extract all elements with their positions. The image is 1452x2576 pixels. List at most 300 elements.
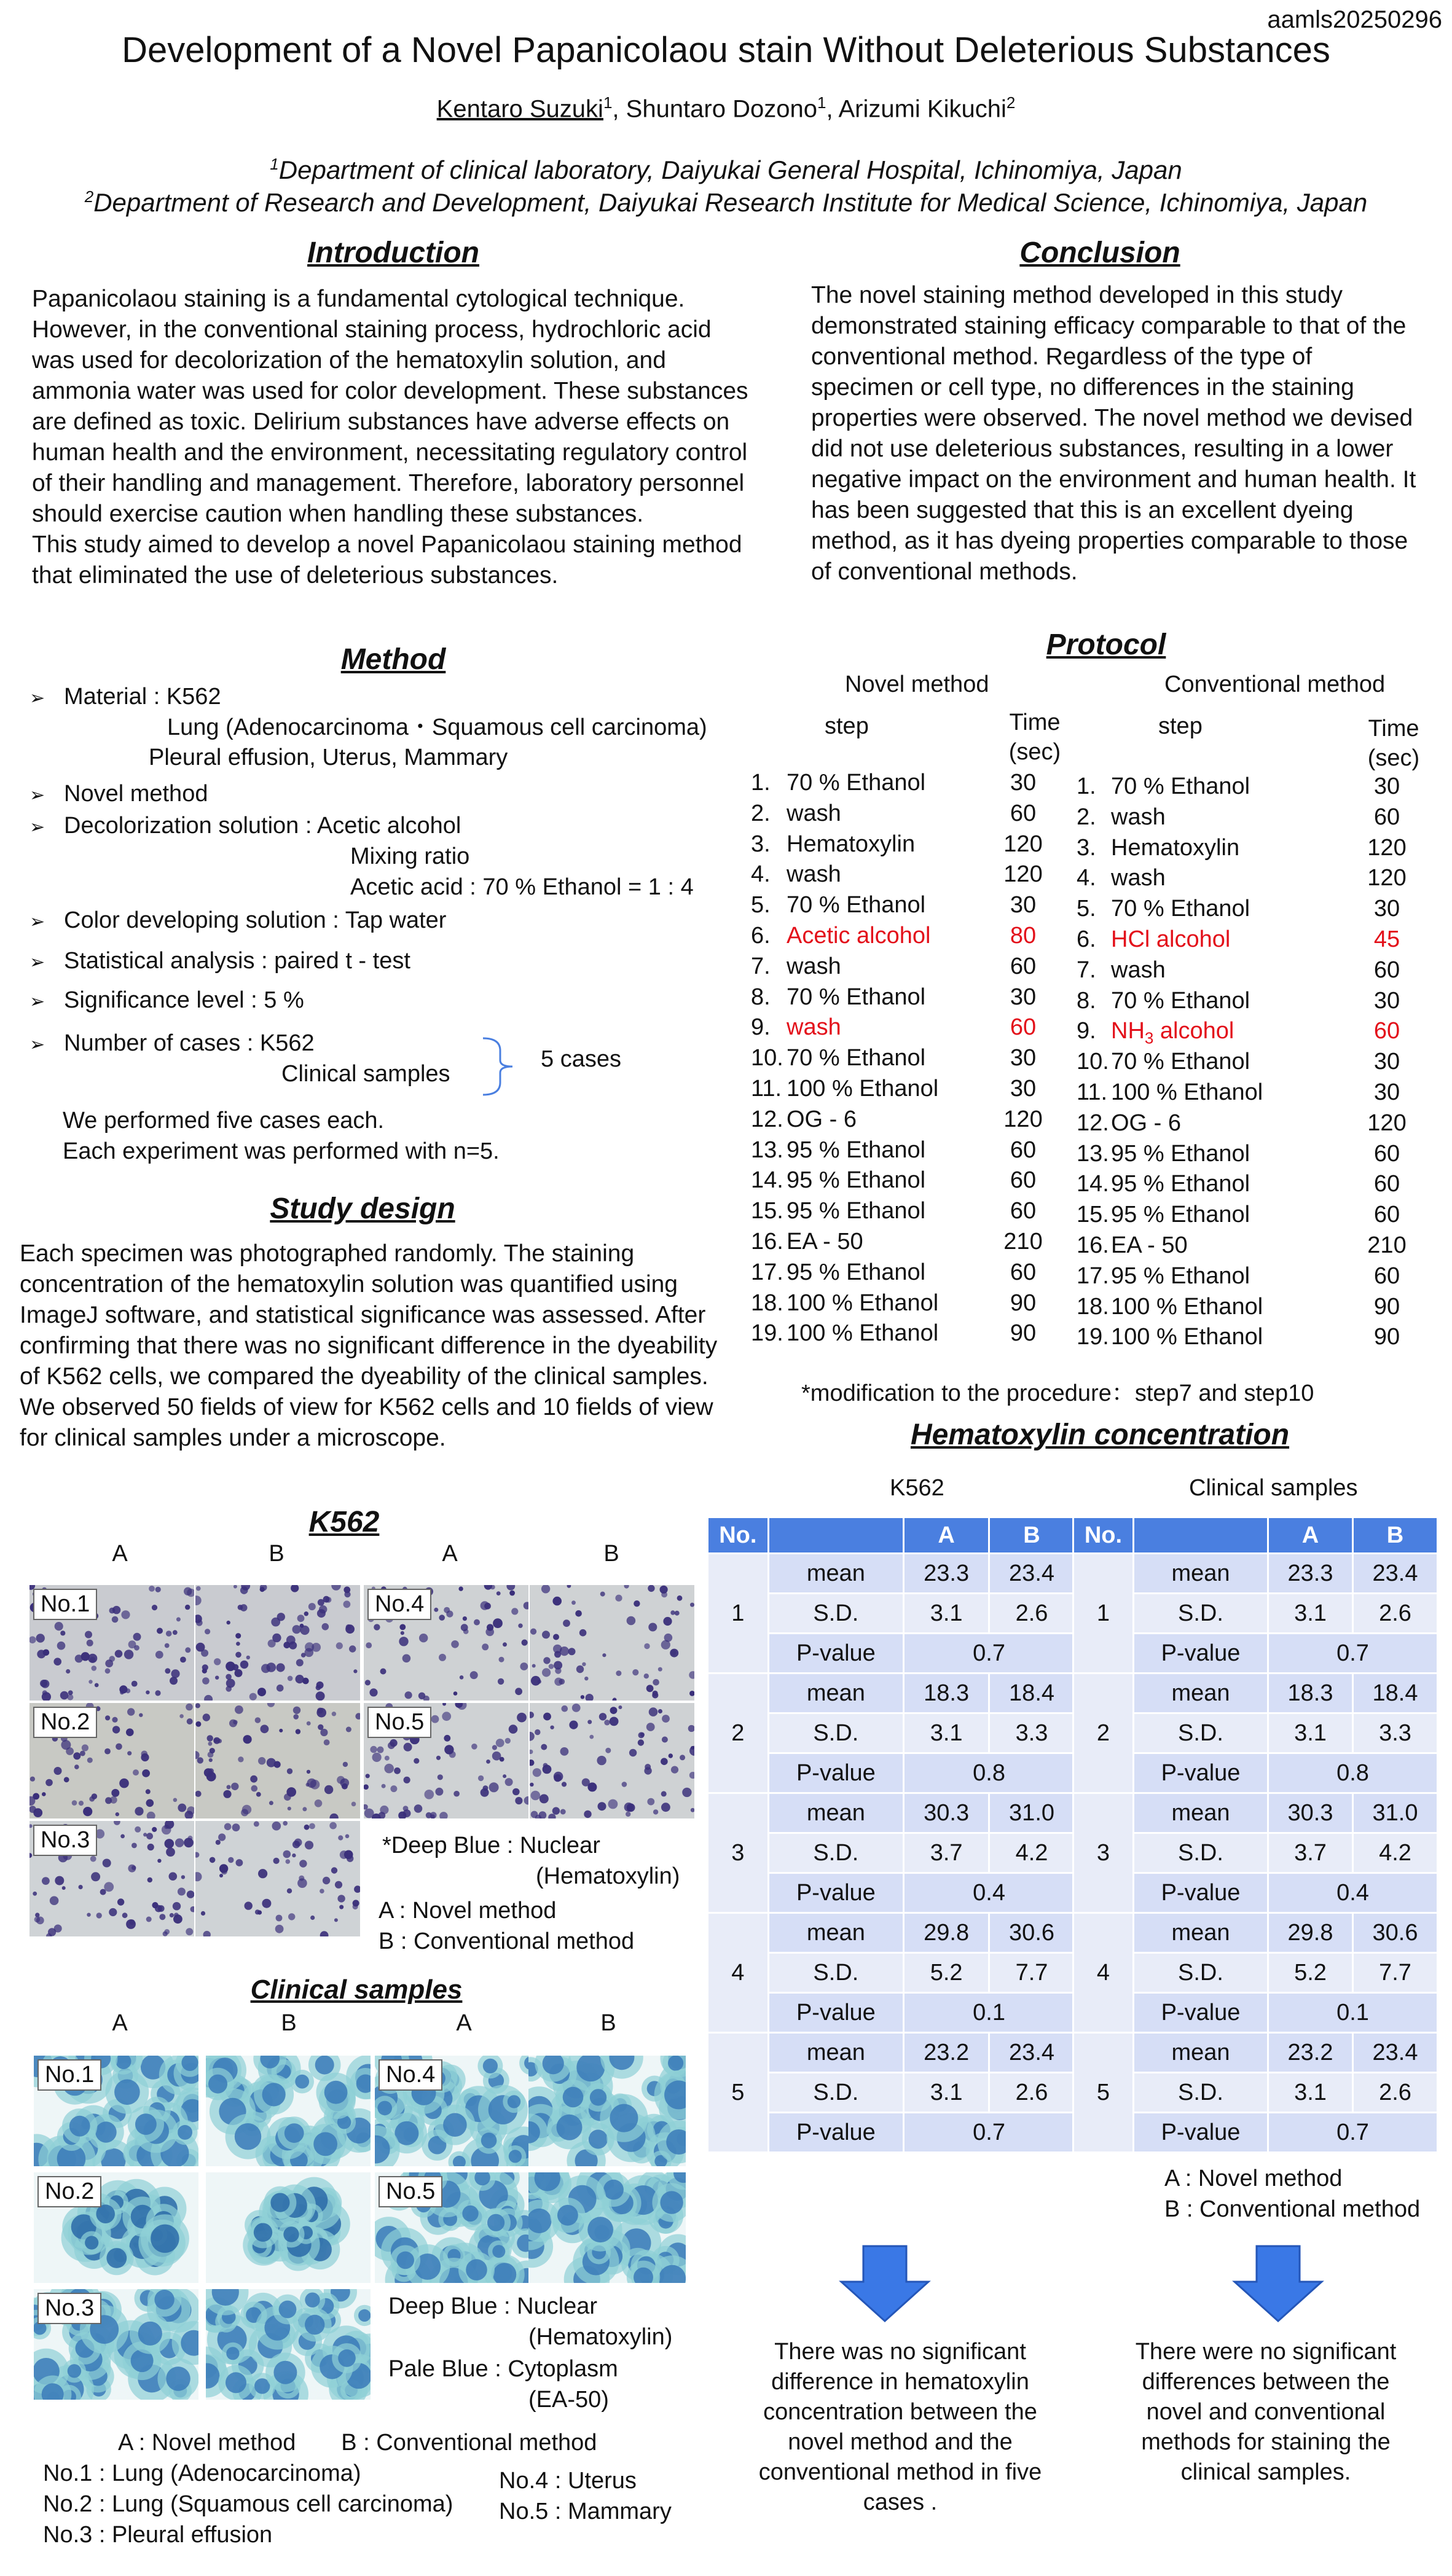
protocol-step-time: 30 xyxy=(1373,1049,1400,1075)
hem-row-label: P-value xyxy=(1133,1873,1268,1913)
protocol-conv-time-label: Time (sec) xyxy=(1367,716,1420,771)
hem-row-label: mean xyxy=(768,2033,904,2073)
method-clinical-samples: Clinical samples xyxy=(281,1061,450,1087)
introduction-text: Papanicolaou staining is a fundamental cytological technique. However, in the conventional staining process, hydrochloric acid was used for decolorization of the hematoxylin solution, and ammonia water was used for color development. These substances are defined as toxic. Delirium substances have adverse effects on human health and the environment, necessitating regulatory control of their handling and management. Therefore, laboratory personnel should exercise caution when handling these substances. xyxy=(32,286,748,527)
clinical-legend-ea50: (EA-50) xyxy=(528,2387,609,2413)
hematoxylin-clinical-title: Clinical samples xyxy=(1189,1475,1358,1501)
protocol-step-time: 210 xyxy=(1367,1232,1407,1258)
protocol-step-time: 120 xyxy=(1367,1110,1407,1136)
protocol-step-number: 15. xyxy=(1077,1202,1109,1228)
bullet-arrow-icon: ➢ xyxy=(29,817,45,837)
k562-heading: K562 xyxy=(308,1506,380,1538)
protocol-step-time: 80 xyxy=(1010,923,1037,949)
bullet-arrow-icon: ➢ xyxy=(29,785,45,805)
protocol-step-number: 1. xyxy=(751,770,771,796)
hem-row-label: mean xyxy=(1133,2033,1268,2073)
hematoxylin-clinical-table xyxy=(1072,1516,1438,2153)
clinical-legend-deep: Deep Blue : Nuclear xyxy=(388,2293,598,2319)
hematoxylin-legend-b: B : Conventional method xyxy=(1164,2196,1421,2222)
hem-mean-b: 31.0 xyxy=(989,1793,1075,1833)
protocol-step-name: Hematoxylin xyxy=(1111,834,1240,861)
hem-row-label: mean xyxy=(768,1554,904,1594)
protocol-step-name: wash xyxy=(1111,804,1166,830)
hem-case-number: 5 xyxy=(708,2033,769,2153)
method-statistics: ➢ Statistical analysis : paired t - test xyxy=(29,946,410,977)
protocol-step-time: 30 xyxy=(1010,984,1037,1010)
protocol-step-number: 16. xyxy=(1077,1232,1109,1258)
hem-row-label: mean xyxy=(768,1674,904,1713)
clinical-sample-4: No.4 : Uterus xyxy=(499,2468,637,2494)
hem-row-label: S.D. xyxy=(1133,1833,1268,1873)
k562-micrograph xyxy=(195,1821,360,1936)
hem-case-number: 5 xyxy=(1073,2033,1134,2153)
protocol-step-time: 30 xyxy=(1010,1076,1037,1102)
clinical-legend-methods: A : Novel method B : Conventional method xyxy=(118,2430,597,2456)
poster-title: Development of a Novel Papanicolaou stain Without Deleterious Substances xyxy=(122,30,1330,70)
protocol-step-name: Acetic alcohol xyxy=(787,923,931,949)
protocol-step-time: 60 xyxy=(1010,1198,1037,1224)
hem-header-a: A xyxy=(1268,1517,1353,1554)
study-design-text-2: We observed 50 fields of view for K562 cells and 10 fields of view for clinical samples under a microscope. xyxy=(20,1394,713,1451)
protocol-step-number: 11. xyxy=(1077,1079,1108,1105)
bullet-arrow-icon: ➢ xyxy=(29,688,45,708)
hem-case-number: 2 xyxy=(708,1674,769,1793)
clinical-col-b-2: B xyxy=(600,2010,616,2036)
k562-col-a-1: A xyxy=(112,1541,128,1567)
hem-sd-a: 3.1 xyxy=(1268,2073,1353,2113)
method-novel: ➢ Novel method xyxy=(29,779,208,810)
k562-micrograph xyxy=(195,1585,360,1701)
protocol-step-time: 120 xyxy=(1003,1106,1043,1132)
hem-row-label: P-value xyxy=(1133,1634,1268,1674)
author-list: Kentaro Suzuki$^1$, Shuntaro Dozono$^1$, Arizumi Kikuchi$^2$ xyxy=(436,93,1016,123)
protocol-step-name: 70 % Ethanol xyxy=(787,984,926,1010)
protocol-step-number: 12. xyxy=(1077,1110,1109,1136)
protocol-step-number: 2. xyxy=(1077,804,1096,830)
hem-sd-a: 5.2 xyxy=(1268,1953,1353,1993)
hem-row-label: P-value xyxy=(1133,1753,1268,1793)
protocol-step-name: wash xyxy=(787,800,841,826)
table-row xyxy=(1073,1674,1438,1713)
down-arrow-icon xyxy=(1232,2244,1324,2323)
table-row xyxy=(1073,2033,1438,2073)
clinical-col-a-1: A xyxy=(112,2010,128,2036)
protocol-heading: Protocol xyxy=(1046,628,1166,661)
finding-k562: There was no significant difference in hematoxylin concentration between the novel method and the conventional method in five cases . xyxy=(758,2339,1042,2515)
protocol-step-name: 95 % Ethanol xyxy=(1111,1202,1250,1228)
study-design-text: Each specimen was photographed randomly. The staining concentration of the hematoxylin solution was quantified using ImageJ software, and statistical significance was assessed. After confirming that there was no significant difference in the dyeability of K562 cells, we compared the dyeability of the clinical samples. xyxy=(20,1240,718,1390)
table-row xyxy=(708,1793,1075,1833)
protocol-step-time: 60 xyxy=(1010,1137,1037,1163)
k562-label-no1: No.1 xyxy=(33,1589,97,1620)
protocol-step-name: 100 % Ethanol xyxy=(787,1320,939,1347)
hem-sd-b: 7.7 xyxy=(989,1953,1075,1993)
protocol-step-name: EA - 50 xyxy=(787,1229,863,1255)
conclusion-section xyxy=(811,280,1419,587)
protocol-step-number: 16. xyxy=(751,1229,783,1255)
clinical-label-no1: No.1 xyxy=(37,2059,101,2091)
protocol-step-number: 5. xyxy=(1077,896,1096,922)
table-row xyxy=(708,1913,1075,1953)
hem-sd-b: 7.7 xyxy=(1353,1953,1438,1993)
hem-header-no: No. xyxy=(1073,1517,1134,1554)
protocol-step-name: $NH_3$ alcohol xyxy=(1111,1018,1234,1047)
protocol-step-number: 6. xyxy=(1077,926,1096,952)
protocol-step-name: 70 % Ethanol xyxy=(1111,896,1250,922)
method-ratio-value: Acetic acid : 70 % Ethanol = 1 : 4 xyxy=(350,874,694,900)
protocol-step-number: 13. xyxy=(751,1137,783,1163)
protocol-step-time: 90 xyxy=(1373,1324,1400,1350)
hem-p-value: 0.7 xyxy=(1268,2113,1438,2153)
protocol-step-name: Hematoxylin xyxy=(787,831,916,857)
hem-row-label: S.D. xyxy=(1133,1594,1268,1634)
hem-row-label: mean xyxy=(1133,1554,1268,1594)
clinical-micrograph xyxy=(528,2056,686,2166)
protocol-step-number: 8. xyxy=(1077,987,1096,1014)
hem-sd-b: 2.6 xyxy=(1353,2073,1438,2113)
author-2: Shuntaro Dozono xyxy=(626,95,817,123)
protocol-step-time: 30 xyxy=(1010,1045,1037,1071)
protocol-step-number: 3. xyxy=(751,831,771,857)
hem-sd-b: 2.6 xyxy=(1353,1594,1438,1634)
poster-code: aamls20250296 xyxy=(1267,6,1442,33)
protocol-step-number: 4. xyxy=(1077,865,1096,891)
hem-sd-b: 4.2 xyxy=(1353,1833,1438,1873)
affiliation-1: $^1$Department of clinical laboratory, Daiyukai General Hospital, Ichinomiya, Japan xyxy=(270,155,1182,184)
hem-mean-a: 30.3 xyxy=(904,1793,989,1833)
hem-mean-a: 29.8 xyxy=(1268,1913,1353,1953)
table-row xyxy=(1073,1793,1438,1833)
finding-clinical: There were no significant differences between the novel and conventional methods for staining the clinical samples. xyxy=(1135,2339,1397,2485)
hem-p-value: 0.1 xyxy=(904,1993,1075,2033)
method-material-lung: Lung (Adenocarcinoma・Squamous cell carcinoma) xyxy=(167,714,707,740)
protocol-step-number: 2. xyxy=(751,800,771,826)
hem-row-label: mean xyxy=(768,1913,904,1953)
protocol-step-name: wash xyxy=(1111,865,1166,891)
protocol-conv-step-label: step xyxy=(1158,713,1203,739)
protocol-step-number: 18. xyxy=(1077,1293,1109,1320)
protocol-step-number: 19. xyxy=(1077,1324,1109,1350)
protocol-step-number: 13. xyxy=(1077,1140,1109,1167)
protocol-step-number: 3. xyxy=(1077,834,1096,861)
clinical-label-no5: No.5 xyxy=(379,2176,442,2207)
hem-sd-a: 3.1 xyxy=(1268,1594,1353,1634)
clinical-sample-5: No.5 : Mammary xyxy=(499,2499,672,2524)
hem-mean-b: 23.4 xyxy=(989,1554,1075,1594)
protocol-step-number: 10. xyxy=(751,1045,783,1071)
protocol-step-number: 9. xyxy=(751,1014,771,1041)
protocol-step-name: 100 % Ethanol xyxy=(1111,1293,1263,1320)
protocol-step-time: 60 xyxy=(1373,1140,1400,1167)
hem-row-label: S.D. xyxy=(1133,2073,1268,2113)
clinical-label-no4: No.4 xyxy=(379,2059,442,2091)
bullet-arrow-icon: ➢ xyxy=(29,992,45,1012)
protocol-step-time: 30 xyxy=(1373,773,1400,799)
protocol-step-name: 95 % Ethanol xyxy=(787,1137,926,1163)
protocol-step-time: 90 xyxy=(1373,1293,1400,1320)
affiliation-2: $^2$Department of Research and Development, Daiyukai Research Institute for Medical Science, Ichinomiya, Japan xyxy=(84,187,1368,217)
table-row xyxy=(1073,1913,1438,1953)
protocol-step-name: 95 % Ethanol xyxy=(1111,1263,1250,1289)
hem-sd-a: 3.1 xyxy=(904,2073,989,2113)
k562-label-no5: No.5 xyxy=(367,1707,431,1738)
hem-p-value: 0.1 xyxy=(1268,1993,1438,2033)
introduction-heading: Introduction xyxy=(307,237,479,269)
hematoxylin-legend-a: A : Novel method xyxy=(1164,2166,1343,2191)
protocol-step-time: 60 xyxy=(1373,1263,1400,1289)
protocol-step-time: 60 xyxy=(1373,804,1400,830)
protocol-step-name: 95 % Ethanol xyxy=(787,1198,926,1224)
protocol-step-number: 7. xyxy=(751,953,771,979)
protocol-step-name: 95 % Ethanol xyxy=(787,1167,926,1194)
hem-mean-b: 31.0 xyxy=(1353,1793,1438,1833)
k562-legend-hematoxylin: (Hematoxylin) xyxy=(536,1863,680,1889)
introduction-section xyxy=(32,284,751,591)
hem-sd-b: 2.6 xyxy=(989,1594,1075,1634)
hem-row-label: P-value xyxy=(1133,2113,1268,2153)
k562-micrograph xyxy=(195,1703,360,1818)
hem-sd-a: 3.1 xyxy=(1268,1713,1353,1753)
protocol-step-name: 100 % Ethanol xyxy=(787,1076,939,1102)
hem-header-no: No. xyxy=(708,1517,769,1554)
hem-p-value: 0.7 xyxy=(1268,1634,1438,1674)
protocol-step-time: 30 xyxy=(1373,896,1400,922)
protocol-step-time: 60 xyxy=(1373,1018,1400,1044)
hem-row-label: mean xyxy=(1133,1793,1268,1833)
hem-row-label: P-value xyxy=(768,1993,904,2033)
hem-row-label: S.D. xyxy=(768,1833,904,1873)
protocol-step-time: 120 xyxy=(1003,861,1043,888)
protocol-step-time: 30 xyxy=(1010,892,1037,918)
protocol-step-time: 210 xyxy=(1003,1229,1043,1255)
protocol-step-name: HCl alcohol xyxy=(1111,926,1231,952)
hem-header-label xyxy=(768,1517,904,1554)
hematoxylin-k562-title: K562 xyxy=(890,1475,944,1501)
protocol-step-name: 95 % Ethanol xyxy=(1111,1171,1250,1197)
clinical-micrograph xyxy=(206,2056,371,2166)
hem-sd-b: 2.6 xyxy=(989,2073,1075,2113)
protocol-step-name: 70 % Ethanol xyxy=(787,770,926,796)
hematoxylin-k562-table xyxy=(707,1516,1075,2153)
hem-mean-b: 30.6 xyxy=(989,1913,1075,1953)
hem-mean-a: 18.3 xyxy=(1268,1674,1353,1713)
introduction-aim: This study aimed to develop a novel Papanicolaou staining method that eliminated the use of deleterious substances. xyxy=(32,531,742,589)
clinical-sample-2: No.2 : Lung (Squamous cell carcinoma) xyxy=(43,2491,453,2517)
protocol-conv-title: Conventional method xyxy=(1164,671,1386,697)
method-material: ➢ Material : K562 xyxy=(29,682,221,713)
protocol-step-time: 120 xyxy=(1367,865,1407,891)
hem-mean-a: 23.3 xyxy=(904,1554,989,1594)
protocol-step-number: 12. xyxy=(751,1106,783,1132)
hem-case-number: 3 xyxy=(1073,1793,1134,1913)
curly-brace-icon xyxy=(479,1036,522,1097)
hem-mean-b: 23.4 xyxy=(1353,2033,1438,2073)
hem-row-label: mean xyxy=(1133,1674,1268,1713)
clinical-micrograph xyxy=(206,2289,371,2400)
hem-case-number: 3 xyxy=(708,1793,769,1913)
k562-legend-a: A : Novel method xyxy=(379,1898,557,1924)
hem-case-number: 4 xyxy=(708,1913,769,2033)
k562-label-no3: No.3 xyxy=(33,1825,97,1856)
hem-mean-b: 23.4 xyxy=(989,2033,1075,2073)
hem-row-label: P-value xyxy=(768,1753,904,1793)
table-row xyxy=(708,1554,1075,1594)
hem-mean-b: 18.4 xyxy=(1353,1674,1438,1713)
protocol-step-number: 17. xyxy=(751,1259,783,1285)
method-decolorization: ➢ Decolorization solution : Acetic alcohol xyxy=(29,811,461,842)
hem-sd-a: 3.7 xyxy=(904,1833,989,1873)
hem-mean-a: 18.3 xyxy=(904,1674,989,1713)
protocol-step-name: EA - 50 xyxy=(1111,1232,1188,1258)
hem-header-b: B xyxy=(989,1517,1075,1554)
protocol-step-time: 45 xyxy=(1373,926,1400,952)
protocol-step-name: 100 % Ethanol xyxy=(1111,1079,1263,1105)
protocol-step-name: OG - 6 xyxy=(1111,1110,1182,1136)
hem-mean-a: 23.2 xyxy=(1268,2033,1353,2073)
protocol-step-name: 95 % Ethanol xyxy=(787,1259,926,1285)
hem-row-label: S.D. xyxy=(768,2073,904,2113)
hem-row-label: mean xyxy=(768,1793,904,1833)
hem-sd-a: 3.1 xyxy=(904,1594,989,1634)
hem-mean-a: 29.8 xyxy=(904,1913,989,1953)
hem-p-value: 0.8 xyxy=(1268,1753,1438,1793)
hem-row-label: P-value xyxy=(768,1634,904,1674)
hem-case-number: 2 xyxy=(1073,1674,1134,1793)
protocol-step-time: 60 xyxy=(1373,1202,1400,1228)
clinical-col-a-2: A xyxy=(456,2010,472,2036)
k562-col-b-2: B xyxy=(603,1541,619,1567)
hem-row-label: S.D. xyxy=(1133,1953,1268,1993)
bullet-arrow-icon: ➢ xyxy=(29,1035,45,1055)
method-color-developing: ➢ Color developing solution : Tap water xyxy=(29,906,446,937)
hem-header-a: A xyxy=(904,1517,989,1554)
hem-row-label: mean xyxy=(1133,1913,1268,1953)
hem-sd-a: 5.2 xyxy=(904,1953,989,1993)
protocol-step-time: 60 xyxy=(1010,1259,1037,1285)
conclusion-heading: Conclusion xyxy=(1019,237,1180,269)
method-cases: ➢ Number of cases : K562 xyxy=(29,1028,315,1060)
hem-p-value: 0.7 xyxy=(904,2113,1075,2153)
study-design-section xyxy=(20,1239,726,1454)
table-row xyxy=(708,2033,1075,2073)
k562-col-b-1: B xyxy=(269,1541,285,1567)
k562-col-a-2: A xyxy=(442,1541,458,1567)
protocol-step-name: wash xyxy=(787,1014,841,1041)
method-mixing-ratio: Mixing ratio xyxy=(350,844,470,869)
protocol-step-time: 60 xyxy=(1010,1014,1037,1041)
hematoxylin-heading: Hematoxylin concentration xyxy=(910,1419,1290,1451)
bullet-arrow-icon: ➢ xyxy=(29,912,45,932)
protocol-step-time: 30 xyxy=(1373,1079,1400,1105)
author-1: Kentaro Suzuki xyxy=(436,95,603,123)
k562-label-no4: No.4 xyxy=(367,1589,431,1620)
protocol-novel-title: Novel method xyxy=(845,671,989,697)
protocol-step-number: 15. xyxy=(751,1198,783,1224)
k562-legend-deep: *Deep Blue : Nuclear xyxy=(382,1833,600,1858)
hem-sd-b: 3.3 xyxy=(1353,1713,1438,1753)
clinical-col-b-1: B xyxy=(281,2010,297,2036)
k562-legend-b: B : Conventional method xyxy=(379,1928,635,1954)
hem-mean-b: 30.6 xyxy=(1353,1913,1438,1953)
protocol-step-number: 11. xyxy=(751,1076,782,1102)
protocol-step-number: 8. xyxy=(751,984,771,1010)
protocol-novel-time-label: Time (sec) xyxy=(1008,710,1061,765)
clinical-micrograph xyxy=(206,2172,371,2283)
protocol-step-number: 14. xyxy=(1077,1171,1109,1197)
hem-sd-b: 4.2 xyxy=(989,1833,1075,1873)
protocol-step-number: 4. xyxy=(751,861,771,888)
protocol-note: *modification to the procedure：step7 and step10 xyxy=(801,1380,1314,1406)
protocol-step-number: 9. xyxy=(1077,1018,1096,1044)
protocol-step-name: 70 % Ethanol xyxy=(787,892,926,918)
protocol-step-name: 70 % Ethanol xyxy=(787,1045,926,1071)
method-five-cases: 5 cases xyxy=(541,1046,621,1072)
method-note-2: Each experiment was performed with n=5. xyxy=(63,1138,500,1164)
clinical-legend-pale: Pale Blue : Cytoplasm xyxy=(388,2356,618,2382)
hem-sd-a: 3.7 xyxy=(1268,1833,1353,1873)
protocol-step-time: 60 xyxy=(1010,800,1037,826)
protocol-step-name: 70 % Ethanol xyxy=(1111,1049,1250,1075)
hem-header-label xyxy=(1133,1517,1268,1554)
protocol-step-number: 19. xyxy=(751,1320,783,1347)
hem-case-number: 1 xyxy=(1073,1554,1134,1674)
hem-row-label: S.D. xyxy=(768,1953,904,1993)
clinical-legend-hematoxylin: (Hematoxylin) xyxy=(528,2324,673,2350)
clinical-sample-1: No.1 : Lung (Adenocarcinoma) xyxy=(43,2461,361,2486)
hem-row-label: P-value xyxy=(768,2113,904,2153)
k562-micrograph xyxy=(530,1585,694,1701)
bullet-arrow-icon: ➢ xyxy=(29,952,45,973)
protocol-step-number: 14. xyxy=(751,1167,783,1194)
hem-row-label: S.D. xyxy=(768,1594,904,1634)
hem-mean-b: 18.4 xyxy=(989,1674,1075,1713)
clinical-label-no3: No.3 xyxy=(37,2293,101,2324)
method-significance: ➢ Significance level : 5 % xyxy=(29,985,304,1017)
table-row xyxy=(1073,1554,1438,1594)
protocol-novel-step-label: step xyxy=(825,713,869,739)
protocol-step-time: 30 xyxy=(1373,987,1400,1014)
hem-sd-a: 3.1 xyxy=(904,1713,989,1753)
k562-label-no2: No.2 xyxy=(33,1707,97,1738)
protocol-step-time: 60 xyxy=(1373,1171,1400,1197)
protocol-step-time: 90 xyxy=(1010,1290,1037,1316)
down-arrow-icon xyxy=(839,2244,931,2323)
hem-case-number: 4 xyxy=(1073,1913,1134,2033)
hem-row-label: P-value xyxy=(768,1873,904,1913)
hem-mean-a: 23.3 xyxy=(1268,1554,1353,1594)
protocol-step-number: 7. xyxy=(1077,957,1096,983)
hem-row-label: S.D. xyxy=(1133,1713,1268,1753)
protocol-step-time: 60 xyxy=(1010,1167,1037,1194)
protocol-step-time: 30 xyxy=(1010,770,1037,796)
protocol-step-number: 10. xyxy=(1077,1049,1109,1075)
protocol-step-name: wash xyxy=(787,861,841,888)
protocol-step-name: 70 % Ethanol xyxy=(1111,987,1250,1014)
hem-mean-b: 23.4 xyxy=(1353,1554,1438,1594)
study-design-heading: Study design xyxy=(270,1192,455,1225)
protocol-step-time: 60 xyxy=(1373,957,1400,983)
clinical-sample-3: No.3 : Pleural effusion xyxy=(43,2522,273,2548)
method-material-other: Pleural effusion, Uterus, Mammary xyxy=(149,745,508,770)
protocol-step-name: 100 % Ethanol xyxy=(1111,1324,1263,1350)
clinical-label-no2: No.2 xyxy=(37,2176,101,2207)
protocol-step-name: wash xyxy=(1111,957,1166,983)
hem-p-value: 0.4 xyxy=(1268,1873,1438,1913)
protocol-step-name: OG - 6 xyxy=(787,1106,857,1132)
protocol-step-time: 90 xyxy=(1010,1320,1037,1347)
k562-micrograph xyxy=(530,1703,694,1818)
protocol-step-name: 100 % Ethanol xyxy=(787,1290,939,1316)
